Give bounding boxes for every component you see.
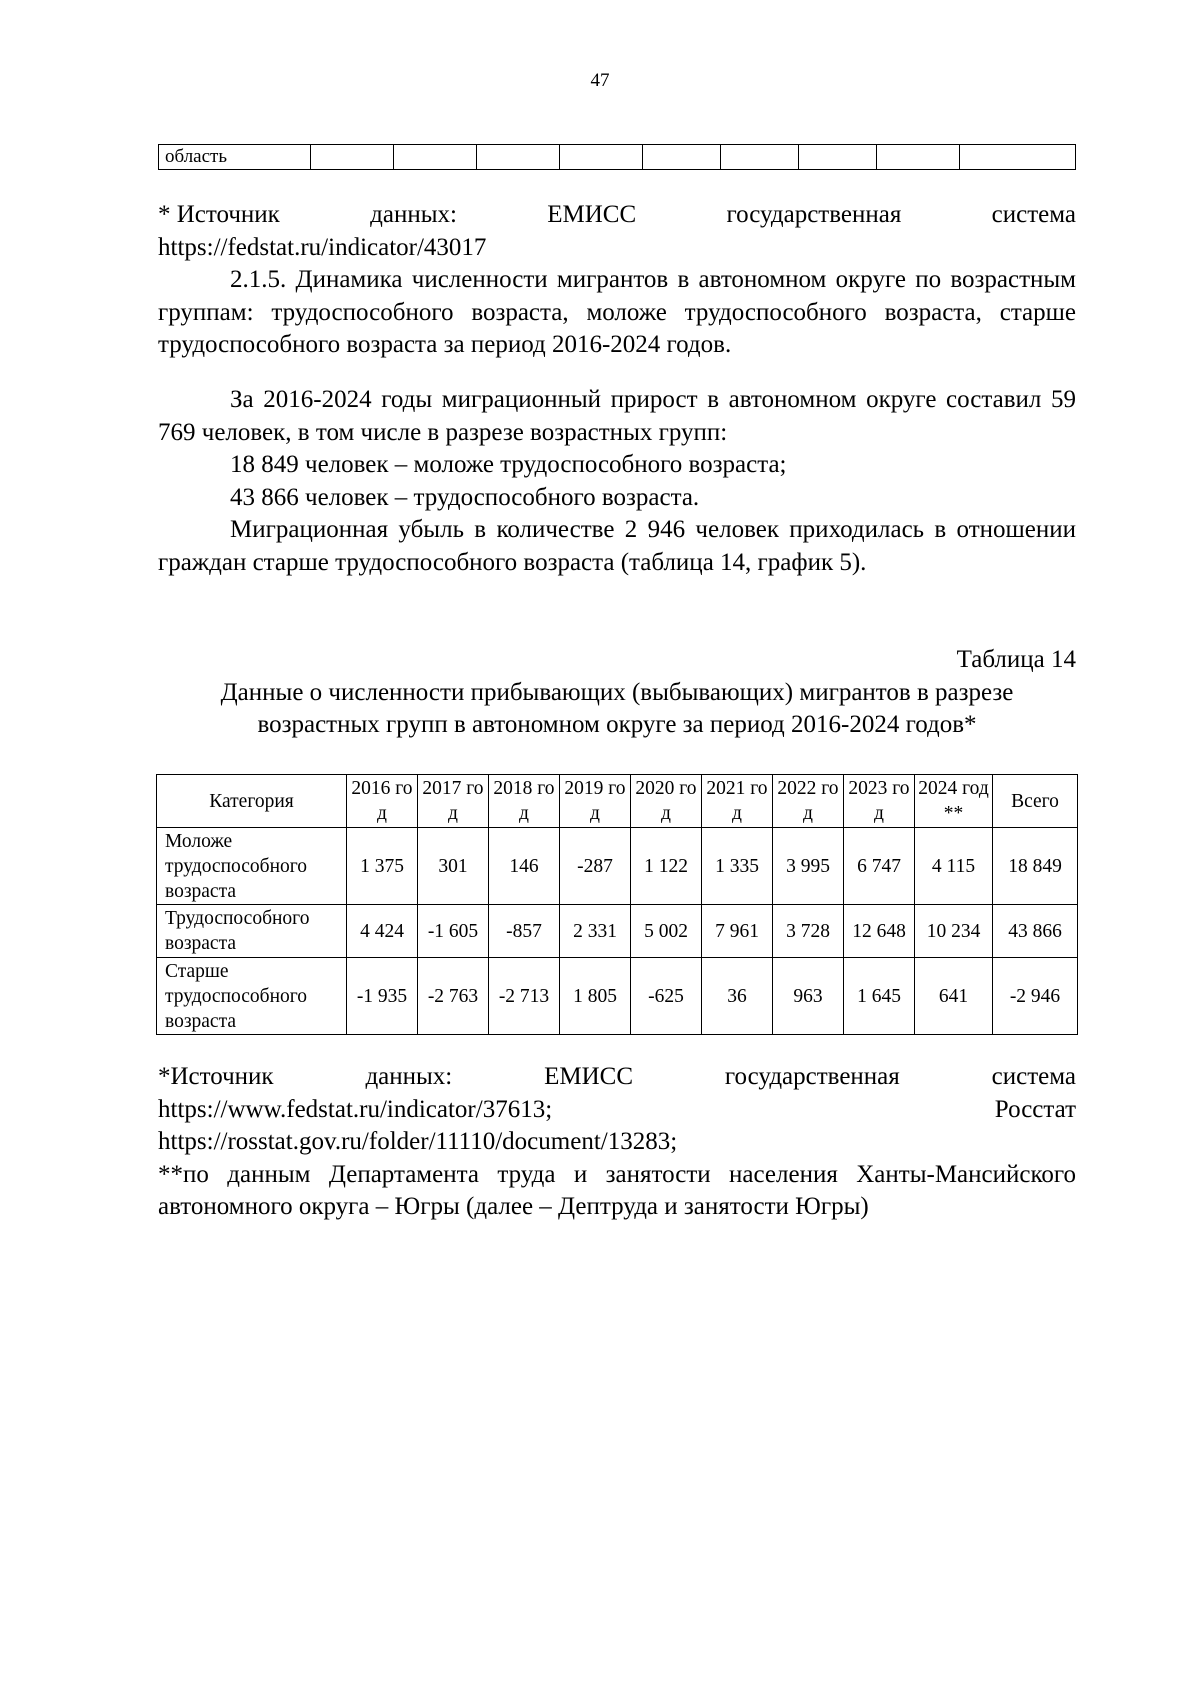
table-cell: 5 002 (631, 905, 702, 958)
table-cell (721, 145, 799, 170)
column-header: 2022 год (773, 775, 844, 828)
source-word: * Источник (158, 201, 280, 228)
source-word: данных: (370, 201, 457, 228)
table-header-row (157, 775, 1078, 828)
section-heading: 2.1.5. Динамика численности мигрантов в автономном округе по возрастным группам: трудоспособного возраста, моложе трудоспособного возраста, старше трудоспособного возраста за период 2016-2024 годов. (158, 266, 1076, 358)
table-cell: 3 995 (773, 828, 844, 905)
table-cell (960, 145, 1076, 170)
paragraph: 43 866 человек – трудоспособного возраста. (230, 483, 700, 511)
source-name: Росстат (994, 1095, 1076, 1123)
table-cell: 6 747 (844, 828, 915, 905)
footnote: **по данным Департамента труда и занятости населения Ханты-Мансийского автономного округа – Югры (далее – Дептруда и занятости Югры) (158, 1160, 1076, 1220)
table-cell (394, 145, 477, 170)
table-cell: 1 375 (347, 828, 418, 905)
table-cell: 641 (915, 958, 993, 1035)
table-cell: 146 (489, 828, 560, 905)
column-header: 2021 год (702, 775, 773, 828)
paragraph: За 2016-2024 годы миграционный прирост в автономном округе составил 59 769 человек, в том числе в разрезе возрастных групп: (158, 386, 1076, 446)
table-cell (560, 145, 643, 170)
table-row (157, 958, 1078, 1035)
paragraph: 18 849 человек – моложе трудоспособного возраста; (230, 451, 787, 478)
table-cell: 1 805 (560, 958, 631, 1035)
table-cell: -625 (631, 958, 702, 1035)
source-word: *Источник (158, 1063, 274, 1090)
table-cell: 4 115 (915, 828, 993, 905)
table-caption (158, 644, 1076, 742)
table-cell-region: область (159, 145, 311, 170)
table-cell (311, 145, 394, 170)
table-cell: 10 234 (915, 905, 993, 958)
source-word: система (991, 201, 1076, 228)
source-word: данных: (365, 1063, 453, 1090)
migrants-table (156, 774, 1078, 1035)
table-cell: 963 (773, 958, 844, 1035)
source-line (158, 199, 1076, 232)
table-cell: 12 648 (844, 905, 915, 958)
column-header: 2016 год (347, 775, 418, 828)
table-cell: -2 713 (489, 958, 560, 1035)
source-line (158, 1061, 1076, 1094)
column-header: 2023 год (844, 775, 915, 828)
table-cell: 4 424 (347, 905, 418, 958)
row-category: Старше трудоспособного возраста (157, 958, 347, 1035)
column-header: 2019 год (560, 775, 631, 828)
source-word: государственная (726, 201, 902, 228)
table-cell: 7 961 (702, 905, 773, 958)
table-cell: 1 122 (631, 828, 702, 905)
source-note-2 (158, 1061, 1076, 1224)
source-url: https://fedstat.ru/indicator/43017 (158, 233, 487, 261)
source-word: ЕМИСС (547, 201, 637, 228)
row-category: Трудоспособного возраста (157, 905, 347, 958)
column-header: Всего (993, 775, 1078, 828)
table-cell: -857 (489, 905, 560, 958)
table-cell: -1 935 (347, 958, 418, 1035)
page-number: 47 (590, 70, 610, 91)
table-cell: 36 (702, 958, 773, 1035)
table-cell: -287 (560, 828, 631, 905)
column-header: 2024 год** (915, 775, 993, 828)
paragraph: Миграционная убыль в количестве 2 946 человек приходилась в отношении граждан старше трудоспособного возраста (таблица 14, график 5). (158, 516, 1076, 576)
table-cell: 2 331 (560, 905, 631, 958)
table-cell: 1 335 (702, 828, 773, 905)
table-row (157, 828, 1078, 905)
table-title: Данные о численности прибывающих (выбывающих) мигрантов в разрезе возрастных групп в автономном округе за период 2016-2024 годов* (220, 678, 1014, 738)
table-cell (799, 145, 877, 170)
column-header: 2018 год (489, 775, 560, 828)
body-text (158, 384, 1076, 579)
table-cell-total: 18 849 (993, 828, 1078, 905)
column-header: 2017 год (418, 775, 489, 828)
source-word: ЕМИСС (544, 1063, 634, 1090)
table-cell: -2 763 (418, 958, 489, 1035)
table-label: Таблица 14 (956, 646, 1076, 673)
previous-table-fragment (158, 144, 1076, 170)
table-cell (877, 145, 960, 170)
source-word: государственная (724, 1063, 900, 1090)
source-line (158, 1094, 1076, 1127)
row-category: Моложе трудоспособного возраста (157, 828, 347, 905)
table-cell: 3 728 (773, 905, 844, 958)
table-cell: -1 605 (418, 905, 489, 958)
table-cell (643, 145, 721, 170)
source-word: система (991, 1063, 1076, 1090)
column-header: Категория (157, 775, 347, 828)
table-cell (477, 145, 560, 170)
table-row (157, 905, 1078, 958)
table-cell-total: 43 866 (993, 905, 1078, 958)
column-header: 2020 год (631, 775, 702, 828)
table-cell: 1 645 (844, 958, 915, 1035)
source-url: https://rosstat.gov.ru/folder/11110/document/13283; (158, 1128, 678, 1155)
table-cell: 301 (418, 828, 489, 905)
source-url: https://www.fedstat.ru/indicator/37613; (158, 1095, 553, 1123)
table-cell-total: -2 946 (993, 958, 1078, 1035)
source-note-1 (158, 199, 1076, 362)
